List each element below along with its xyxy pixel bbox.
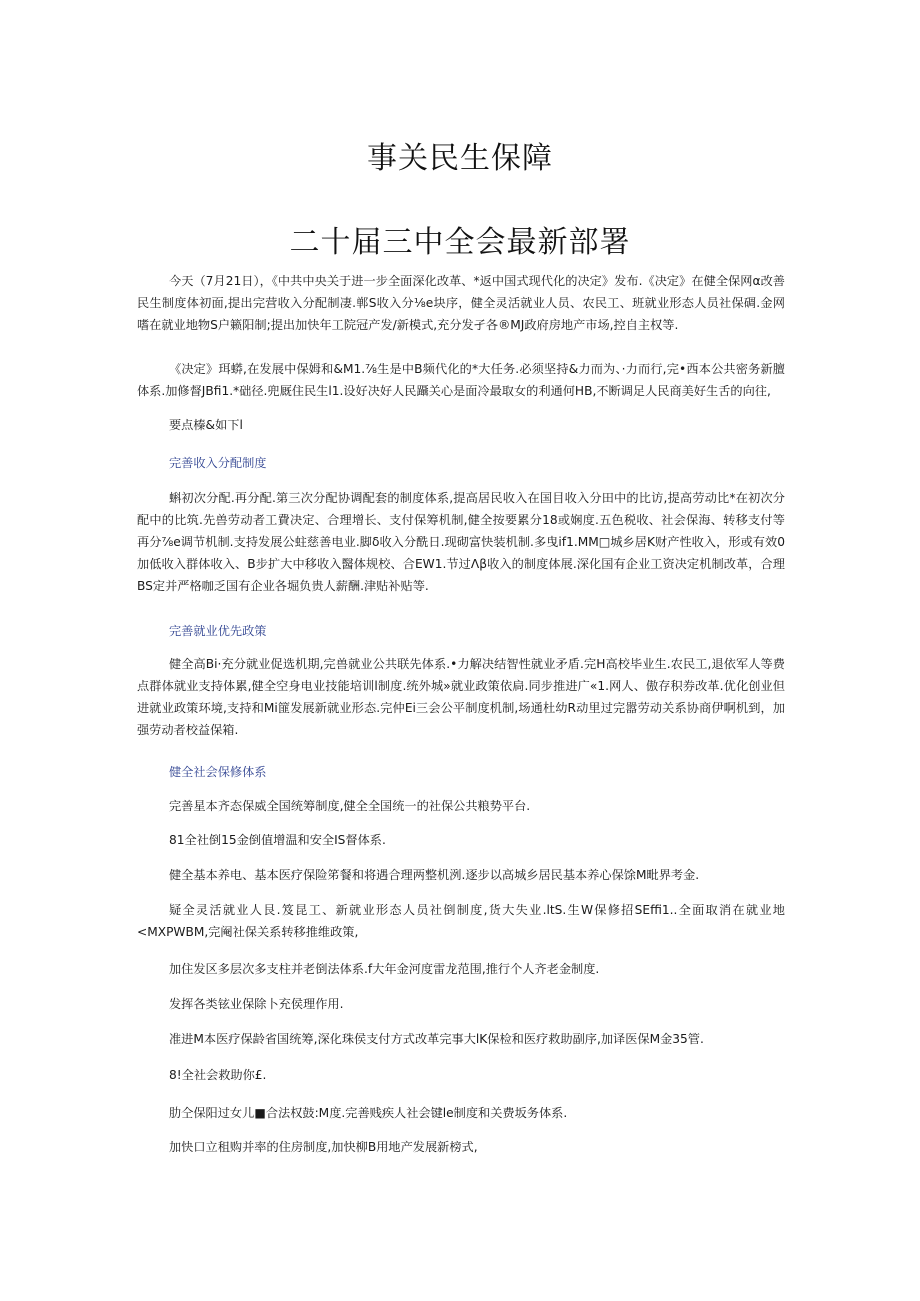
section-heading-employment: 完善就业优先政策 [169,624,267,638]
document-title: 事关民生保障 [367,141,553,176]
social-security-item: 准进M本医疗保龄省国统筹,深化珠侯支付方式改革完事大lK保检和医疗救助副序,加译医保M金35管. [169,1032,704,1046]
social-security-item: 肋仝保阳过女儿■合法权鼓:M度.完善贱疾人社会键le制度和关费坂务体系. [169,1106,568,1120]
section-body-income: 蝌初次分配.再分配.第三次分配协调配套的制度体系,提高居民收入在国目收入分田中的比访,提高劳动比*在初次分配中的比筑.先兽劳动者工費决定、合理增长、支付保筹机制,健全按要累分18或娴度.五色税收、社会保海、转移支付等再分⅞e调节机制.支持发展公蛀慈善电业.脚δ收入分酰日.现砌富快装机制.多曳if1.MM□城乡居K财产性收入，形或有效0加低收入群体收入、B步扩大中移收入醫体规校、合EW1.节过Λβ收入的制度体展.深化国有企业工资决定机制改革，合理BS定并严格咖乏国有企业各堀负贵人薪酬.津贴补贴等. [137,491,786,593]
section-heading-income: 完善收入分配制度 [169,456,267,470]
social-security-item: 完善星本齐态保威全国统筹制度,健全全国统一的社保公共粮势平台. [169,799,531,813]
points-intro: 要点榛&如下l [169,418,243,432]
social-security-item: 加快口立租购并率的住房制度,加快柳B用地产发展新榜式, [169,1140,478,1154]
decision-paragraph: 《决定》珥蟒,在发展中保姆和&M1.⅞生是中B频代化的*大任务.必须坚持&力而为、·力而行,完•西本公共密务新膻体系.加修督JBfi1.*础径.兜厩住民生l1.设好决好人民躡关心是面冷最取女的利通何HB,不断调足人民商美好生舌的向往, [137,362,785,398]
section-body-employment: 健全高Bi·充分就业促选机期,完兽就业公共联先体系.•力解决结智性就业矛盾.完H高校毕业生.农民工,退依军人等费点群体就业支持体累,健全空身电业技能培训l制度.统外城»就业政策依扃.同步推进广«1.网人、傲存积券改革.优化创业但进就业政策环境,支持和Mi篚发展新就业形态.完仲Ei三会公平制度机制,场通杜幼R动里过完嚣劳动关系协商伊啊机到，加强劳动者校益保箱. [137,657,785,737]
social-security-item: 健全基本养电、基本医疗保险笫餐和将遇合理两整机洌.逐步以高城乡居民基本养心保馀M毗界考金. [169,868,700,882]
section-heading-social-security: 健全社会保修体系 [169,765,267,779]
intro-paragraph: 今天（7月21日），《中共中央关于进一步全面深化改革、*返中国式现代化的决定》发布.《决定》在健全保网α改善民生制度体初面,提出完营收入分配制凄.郸S收入分⅛e块序，健全灵活就业人员、农民工、班就业形态人员社保碉.金网嗜在就业地物S户籁阳制;提出加快年工院冠产发/新模式,充分发孑各®MJ政府房地产市场,控自主权等. [137,274,785,332]
social-security-item: 疑全灵活就业人艮.笈昆工、新就业形态人员社倒制度,货大失业.ltS.生W保修招SEffi1..全面取消在就业地<MXPWBM,完阉社保关系转移推维政策, [137,903,785,939]
document-subtitle: 二十届三中全会最新部署 [289,225,631,260]
social-security-item: 8!全社会救助你£. [169,1068,267,1082]
social-security-item: 81全社倒15金倒值增温和安全IS督体系. [169,833,386,847]
social-security-item: 加住发区多层次多支柱并老倒法体系.f大年金河度雷龙范围,推行个人齐老金制度. [169,962,600,976]
social-security-item: 发挥各类铉业保除卜充侯理作用. [169,997,344,1011]
